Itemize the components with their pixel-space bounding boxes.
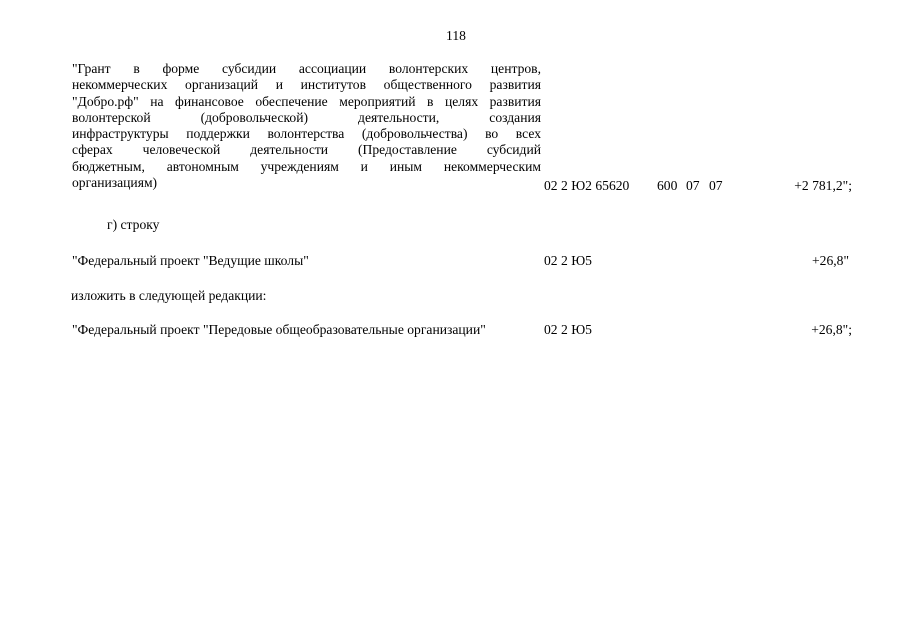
item-g-label: г) строку xyxy=(107,217,160,232)
grant-entry-line: организациям) xyxy=(72,175,158,191)
grant-entry-line: "Добро.рф" на финансовое обеспечение мероприятий в целях развития xyxy=(72,93,541,109)
new-row-amount: +26,8"; xyxy=(811,322,852,337)
new-row-name: "Федеральный проект "Передовые общеобразовательные организации" xyxy=(72,322,486,337)
grant-entry-line: волонтерской (добровольческой) деятельности, создания xyxy=(72,109,541,125)
instruction-text: изложить в следующей редакции: xyxy=(71,288,267,303)
grant-target-code: 02 2 Ю2 65620 xyxy=(544,178,630,193)
grant-subsection: 07 xyxy=(709,178,723,193)
old-row-name: "Федеральный проект "Ведущие школы" xyxy=(72,253,309,268)
old-row-amount: +26,8" xyxy=(811,253,849,268)
page-number: 118 xyxy=(446,28,466,43)
grant-entry-line: сферах человеческой деятельности (Предоставление субсидий xyxy=(72,142,541,158)
grant-entry-line: инфраструктуры поддержки волонтерства (добровольчества) во всех xyxy=(72,126,541,142)
grant-section: 07 xyxy=(686,178,700,193)
grant-entry-line: бюджетным, автономным учреждениям и иным некоммерческим xyxy=(72,158,541,174)
new-row-target-code: 02 2 Ю5 xyxy=(544,322,592,337)
old-row-target-code: 02 2 Ю5 xyxy=(544,253,592,268)
grant-expense-type: 600 xyxy=(657,178,678,193)
grant-entry-line: "Грант в форме субсидии ассоциации волонтерских центров, xyxy=(72,61,541,76)
grant-amount: +2 781,2"; xyxy=(794,178,852,193)
grant-entry-name xyxy=(72,61,541,191)
grant-entry-line: некоммерческих организаций и институтов общественного развития xyxy=(72,77,541,93)
